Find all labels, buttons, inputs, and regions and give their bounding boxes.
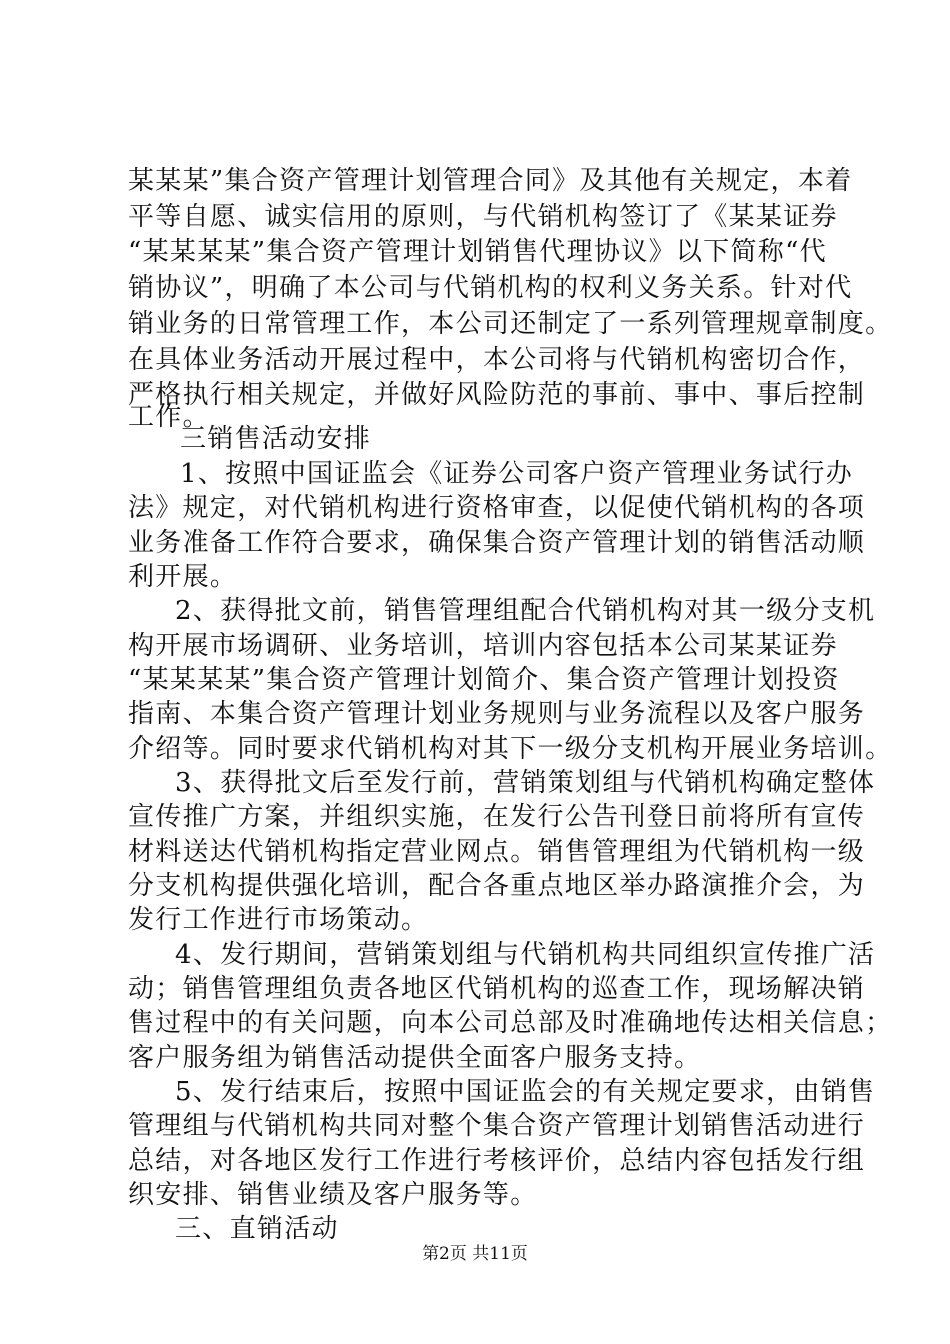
body-line-5: 销业务的日常管理工作，本公司还制定了一系列管理规章制度。: [128, 309, 893, 339]
body-line-13: 利开展。: [128, 562, 238, 592]
body-line-18: 介绍等。同时要求代销机构对其下一级分支机构开展业务培训。: [128, 734, 893, 764]
body-line-1: 某某某”集合资产管理计划管理合同》及其他有关规定，本着: [128, 166, 853, 196]
page-footer: 第2页 共11页: [422, 1244, 528, 1264]
body-line-2: 平等自愿、诚实信用的原则，与代销机构签订了《某某证券: [128, 202, 838, 232]
body-line-22: 分支机构提供强化培训，配合各重点地区举办路演推介会，为: [128, 871, 866, 901]
body-line-12: 业务准备工作符合要求，确保集合资产管理计划的销售活动顺: [128, 528, 866, 558]
body-line-21: 材料送达代销机构指定营业网点。销售管理组为代销机构一级: [128, 837, 866, 867]
body-line-30: 总结，对各地区发行工作进行考核评价，总结内容包括发行组: [128, 1146, 866, 1176]
body-line-11: 法》规定，对代销机构进行资格审查，以促使代销机构的各项: [128, 493, 866, 523]
body-line-3: “某某某某”集合资产管理计划销售代理协议》以下简称“代: [128, 237, 827, 267]
body-line-25: 动；销售管理组负责各地区代销机构的巡查工作，现场解决销: [128, 974, 866, 1004]
body-line-10: 1、按照中国证监会《证券公司客户资产管理业务试行办: [180, 459, 854, 489]
body-line-31: 织安排、销售业绩及客户服务等。: [128, 1180, 538, 1210]
section-heading-sales-arrangement: 三销售活动安排: [180, 424, 372, 454]
body-line-20: 宣传推广方案，并组织实施，在发行公告刊登日前将所有宣传: [128, 802, 866, 832]
body-line-29: 管理组与代销机构共同对整个集合资产管理计划销售活动进行: [128, 1111, 866, 1141]
body-line-14: 2、获得批文前，销售管理组配合代销机构对其一级分支机: [175, 596, 876, 626]
body-line-6: 在具体业务活动开展过程中，本公司将与代销机构密切合作，: [128, 345, 866, 375]
body-line-23: 发行工作进行市场策动。: [128, 905, 429, 935]
body-line-19: 3、获得批文后至发行前，营销策划组与代销机构确定整体: [175, 768, 876, 798]
body-line-28: 5、发行结束后，按照中国证监会的有关规定要求，由销售: [175, 1077, 876, 1107]
body-line-27: 客户服务组为销售活动提供全面客户服务支持。: [128, 1043, 702, 1073]
body-line-15: 构开展市场调研、业务培训，培训内容包括本公司某某证券: [128, 631, 838, 661]
section-heading-direct-sales: 三、直销活动: [175, 1214, 339, 1244]
body-line-4: 销协议”，明确了本公司与代销机构的权利义务关系。针对代: [128, 273, 853, 303]
body-line-24: 4、发行期间，营销策划组与代销机构共同组织宣传推广活: [175, 940, 876, 970]
body-line-7: 严格执行相关规定，并做好风险防范的事前、事中、事后控制: [128, 380, 866, 410]
body-line-8: 工作。: [128, 402, 210, 432]
body-line-26: 售过程中的有关问题，向本公司总部及时准确地传达相关信息；: [128, 1008, 893, 1038]
body-line-17: 指南、本集合资产管理计划业务规则与业务流程以及客户服务: [128, 699, 866, 729]
body-line-16: “某某某某”集合资产管理计划简介、集合资产管理计划投资: [128, 665, 840, 695]
